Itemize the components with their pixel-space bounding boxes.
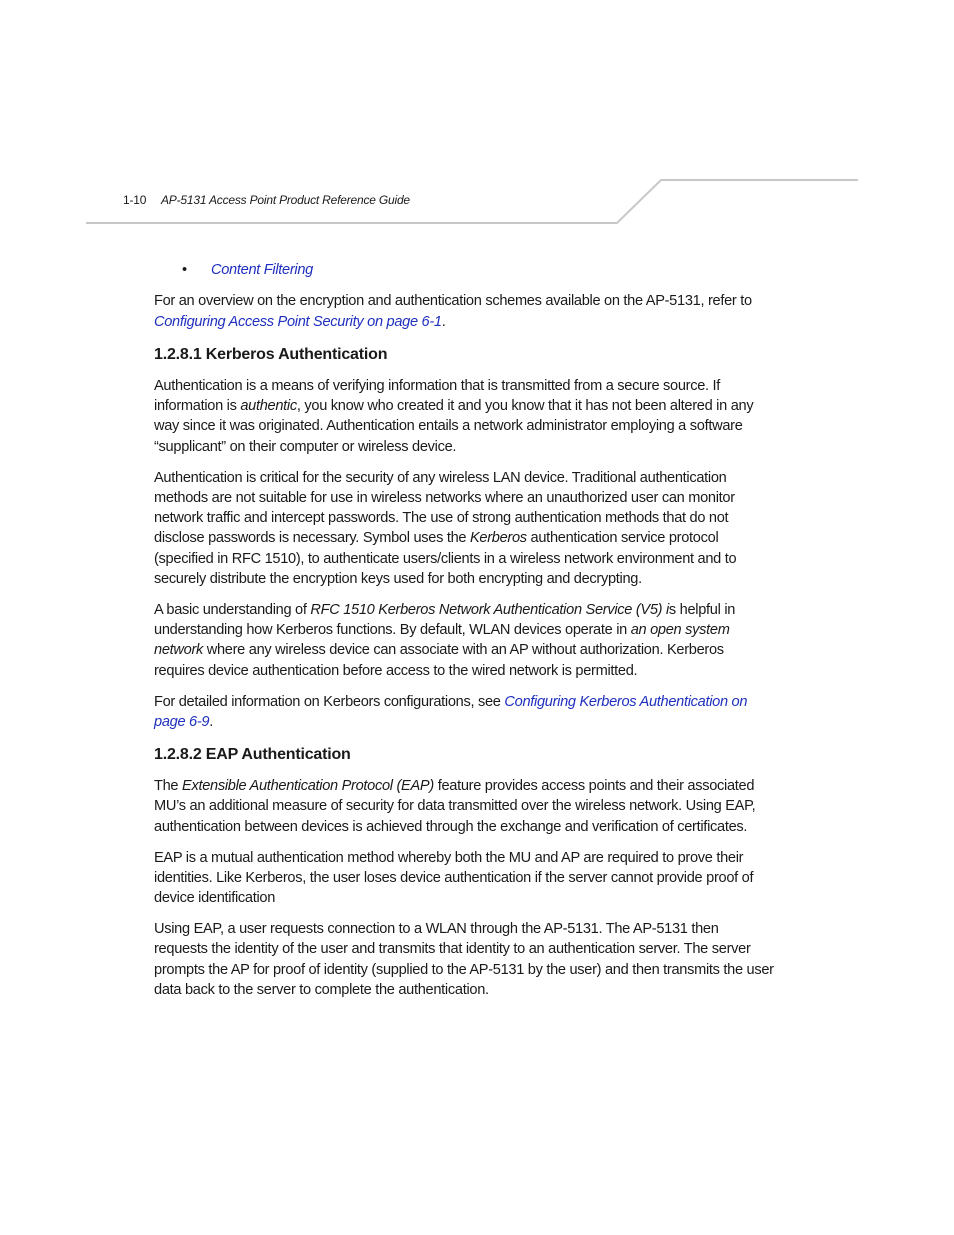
- kerberos-paragraph-3: [154, 600, 774, 681]
- kerberos-config-link[interactable]: Configuring Kerberos Authentication on page 6-9: [154, 693, 748, 730]
- eap-paragraph-1: [154, 776, 774, 837]
- emphasis: Extensible Authentication Protocol (EAP): [182, 778, 434, 795]
- access-point-security-link[interactable]: Configuring Access Point Security on page 6-1: [154, 313, 442, 330]
- text-run: feature provides access points and their associated MU’s an additional measure of security for data transmitted over the wireless network. Using EAP, authentication between devices is achieved through the exchange and verification of certificates.: [154, 778, 756, 835]
- text-run: , you know who created it and you know that it has not been altered in any way since it was originated. Authentication entails a network administrator employing a software “supplicant” on their computer or wireless device.: [154, 398, 754, 455]
- page-number: 1-10: [123, 193, 147, 207]
- overview-paragraph: [154, 291, 774, 332]
- text-run: A basic understanding of: [154, 601, 311, 618]
- text-run: Authentication is critical for the security of any wireless LAN device. Traditional authentication methods are not suitable for use in wireless networks where an unauthorized user can monitor network traffic and intercept passwords. The use of strong authentication methods that do not disclose passwords is necessary. Symbol uses the: [154, 469, 735, 547]
- bullet-icon: •: [182, 262, 187, 278]
- content-filtering-link[interactable]: Content Filtering: [211, 262, 313, 278]
- kerberos-paragraph-1: [154, 376, 774, 457]
- eap-heading: 1.2.8.2 EAP Authentication: [154, 746, 351, 764]
- guide-title: AP-5131 Access Point Product Reference Guide: [161, 193, 410, 207]
- eap-paragraph-3: Using EAP, a user requests connection to a WLAN through the AP-5131. The AP-5131 then requests the identity of the user and transmits that identity to an authentication server. The server prompts the AP for proof of identity (supplied to the AP-5131 by the user) and then transmits the user data back to the server to complete the authentication.: [154, 920, 774, 998]
- emphasis: RFC 1510 Kerberos Network Authentication Service (V5) i: [310, 601, 669, 618]
- eap-paragraph-2: EAP is a mutual authentication method whereby both the MU and AP are required to prove their identities. Like Kerberos, the user loses device authentication if the server cannot provide proof of device identification: [154, 849, 754, 907]
- overview-end: .: [441, 313, 446, 330]
- kerberos-heading: 1.2.8.1 Kerberos Authentication: [154, 345, 388, 363]
- text-run: where any wireless device can associate with an AP without authorization. Kerberos requires device authentication before access to the wired network is permitted.: [154, 642, 724, 679]
- overview-text: For an overview on the encryption and authentication schemes available on the AP-5131, refer to: [154, 293, 752, 310]
- text-run: .: [209, 713, 213, 730]
- text-run: For detailed information on Kerbeors configurations, see: [154, 693, 505, 710]
- text-run: s helpful in understanding how Kerberos functions. By default, WLAN devices operate in: [154, 601, 736, 639]
- list-item: [154, 260, 774, 280]
- page-body: [154, 260, 774, 1011]
- kerberos-paragraph-2: [154, 468, 774, 590]
- text-run: Authentication is a means of verifying information that is transmitted from a secure source. If information is: [154, 377, 721, 415]
- kerberos-paragraph-4: [154, 692, 774, 733]
- text-run: The: [154, 778, 183, 795]
- emphasis: an open system network: [154, 622, 730, 659]
- emphasis: Kerberos: [469, 530, 527, 547]
- text-run: authentication service protocol (specified in RFC 1510), to authenticate users/clients in a wireless network environment and to securely distribute the encryption keys used for both encrypting and decrypting.: [154, 530, 737, 588]
- emphasis: authentic: [240, 398, 297, 415]
